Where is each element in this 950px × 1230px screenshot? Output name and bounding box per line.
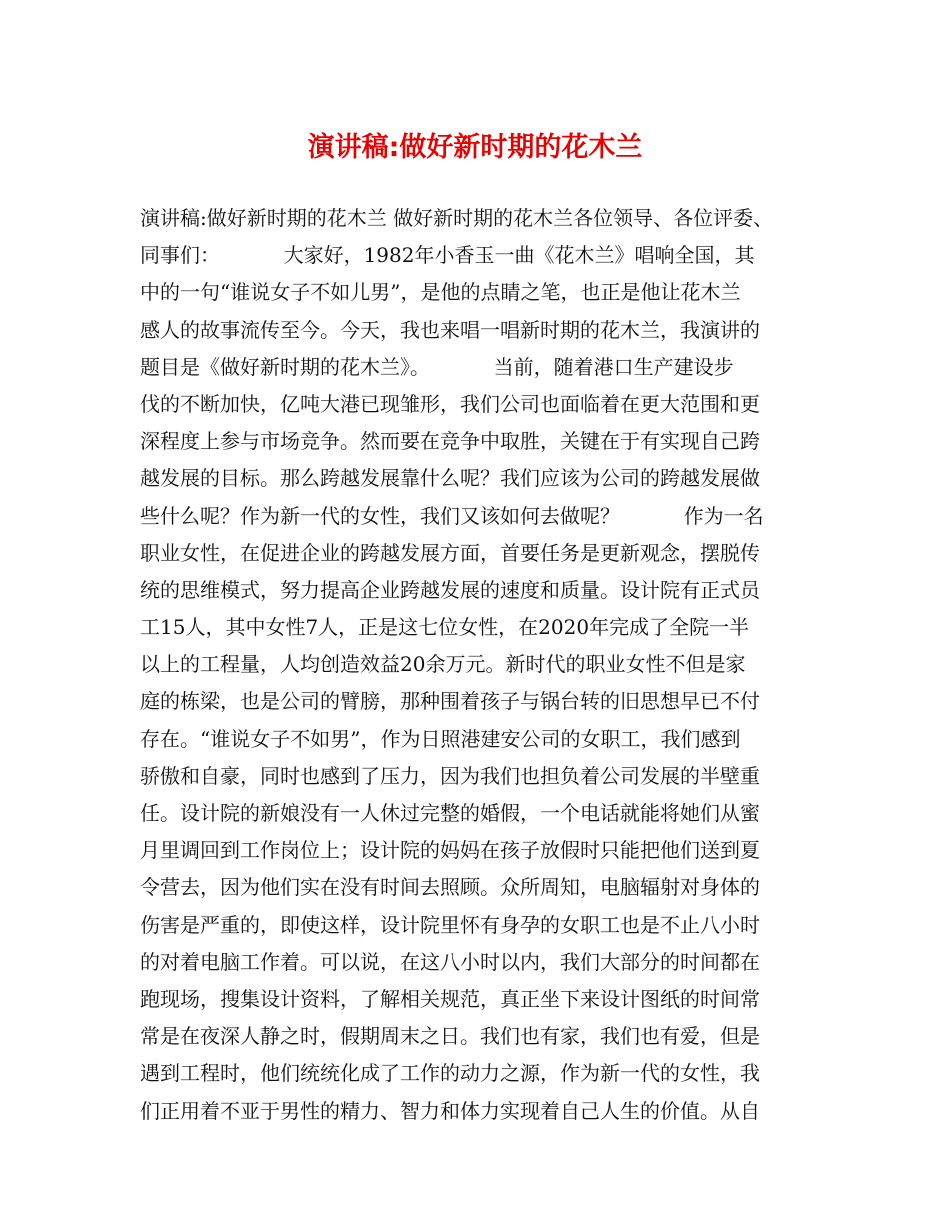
text-line: 统的思维模式，努力提高企业跨越发展的速度和质量。设计院有正式员 [140, 577, 760, 602]
document-body [140, 200, 820, 1130]
text-line: 跑现场，搜集设计资料，了解相关规范，真正坐下来设计图纸的时间常 [140, 986, 760, 1011]
text-line: 题目是《做好新时期的花木兰》。 当前，随着港口生产建设步 [140, 354, 734, 379]
text-line: 存在。“谁说女子不如男”，作为日照港建安公司的女职工，我们感到 [140, 726, 741, 751]
text-line: 感人的故事流传至今。今天，我也来唱一唱新时期的花木兰，我演讲的 [140, 317, 760, 342]
text-line: 庭的栋梁，也是公司的臂膀，那种围着孩子与锅台转的旧思想早已不付 [140, 689, 760, 714]
text-line: 些什么呢？作为新一代的女性，我们又该如何去做呢？ 作为一名 [140, 503, 764, 528]
text-line: 们正用着不亚于男性的精力、智力和体力实现着自己人生的价值。从自 [140, 1098, 760, 1123]
text-line: 同事们： 大家好，1982年小香玉一曲《花木兰》唱响全国，其 [140, 243, 755, 268]
text-line: 月里调回到工作岗位上；设计院的妈妈在孩子放假时只能把他们送到夏 [140, 838, 760, 863]
text-line: 中的一句“谁说女子不如儿男”，是他的点睛之笔，也正是他让花木兰 [140, 280, 741, 305]
text-line: 的对着电脑工作着。可以说，在这八小时以内，我们大部分的时间都在 [140, 949, 760, 974]
text-line: 骄傲和自豪，同时也感到了压力，因为我们也担负着公司发展的半壁重 [140, 763, 760, 788]
text-line: 演讲稿:做好新时期的花木兰 做好新时期的花木兰各位领导、各位评委、 [140, 206, 774, 230]
text-line: 工15人，其中女性7人，正是这七位女性，在2020年完成了全院一半 [140, 615, 750, 640]
text-line: 常是在夜深人静之时，假期周末之日。我们也有家，我们也有爱，但是 [140, 1024, 760, 1049]
text-line: 伤害是严重的，即使这样，设计院里怀有身孕的女职工也是不止八小时 [140, 912, 760, 937]
text-line: 遇到工程时，他们统统化成了工作的动力之源，作为新一代的女性，我 [140, 1061, 760, 1086]
text-line: 以上的工程量，人均创造效益20余万元。新时代的职业女性不但是家 [140, 652, 746, 677]
text-line: 伐的不断加快，亿吨大港已现雏形，我们公司也面临着在更大范围和更 [140, 391, 760, 416]
page-title: 演讲稿:做好新时期的花木兰 [307, 132, 643, 163]
text-line: 任。设计院的新娘没有一人休过完整的婚假，一个电话就能将她们从蜜 [140, 801, 760, 825]
text-line: 令营去，因为他们实在没有时间去照顾。众所周知，电脑辐射对身体的 [140, 875, 760, 900]
text-line: 越发展的目标。那么跨越发展靠什么呢？我们应该为公司的跨越发展做 [140, 466, 760, 491]
text-line: 深程度上参与市场竞争。然而要在竞争中取胜，关键在于有实现自己跨 [140, 429, 760, 454]
text-line: 职业女性，在促进企业的跨越发展方面，首要任务是更新观念，摆脱传 [140, 540, 760, 565]
